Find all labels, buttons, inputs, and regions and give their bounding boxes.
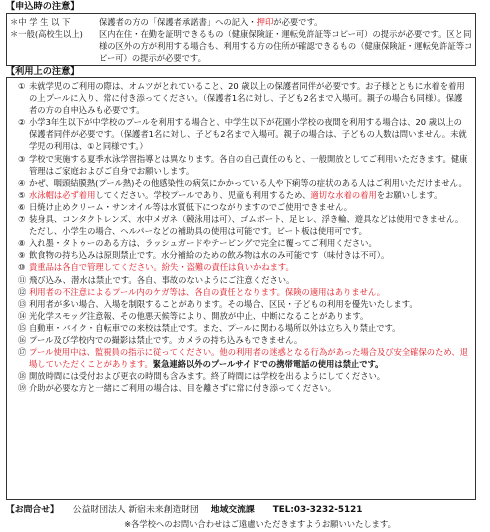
highlighted-text: プール使用中は、監視員の指示に従ってください。他の利用者の迷惑となる行為があった場合及び安全確保のため、退場していただくことがあります。 [29,347,468,370]
usage-item-text [29,117,467,151]
usage-item-text [29,262,294,272]
usage-item-number: ⑩ [18,262,26,273]
usage-item [18,177,470,189]
usage-item-text [29,154,467,176]
usage-item-number: ⑰ [18,347,27,358]
text-segment: 開放時間には受付および更衣の時間も含みます。終了時間には学校を出るようにしてください。 [29,371,386,382]
usage-item [18,116,470,152]
usage-item-number: ⑯ [18,334,27,345]
usage-item-number: ⑨ [18,250,26,261]
text-segment: 光化学スモッグ注意報、その他悪天候等により、開放が中止、中断になることがあります。 [29,310,369,321]
text-segment: 飛び込み、潜水は禁止です。各自、事故のないようにご注意ください。 [29,274,295,285]
text-segment: 未就学児のご利用の際は、オムツがとれていること、20 歳以上の保護者同伴が必要です。お子様とともに水着を着用の上プールに入り、常に付き添ってください。（保護者1名に対し、子ども2名まで入場可。親子の場合も同様）。保護者の方の自申込みも必要です。 [29,81,465,116]
usage-item-number: ⑱ [18,371,27,382]
application-row-general [10,28,474,64]
usage-item-text [29,383,336,393]
contact-department: 地域交流課 [210,505,255,515]
highlighted-text: 適切な水着の着用 [310,189,377,200]
usage-item [18,201,470,213]
usage-item-number: ⑫ [18,286,27,297]
usage-item-number: ⑭ [18,310,27,321]
usage-item [18,298,470,310]
text-segment: かぜ、咽頭結膜熱(プール熱)その他感染性の病気にかかっている人や下痢等の症状のある人はご利用いただけません。 [29,177,467,188]
usage-notes-list [18,80,470,394]
usage-item-text [29,214,463,236]
text-segment: が必要です。 [273,17,323,27]
usage-item [18,286,470,298]
application-row-label: ＊一般(高校生以上) [10,29,83,40]
usage-item-text [29,335,302,345]
text-segment: 学校で実施する夏季水泳学習指導とは異なります。各自の自己責任のもと、一般開放としてご利用いただきます。健康管理はご家庭およびご自身でお願いします。 [29,153,468,176]
usage-item-text [29,371,385,381]
usage-item-number: ④ [18,177,26,188]
highlighted-text: 貴重品は各自で管理してください。紛失・盗難の責任は負いかねます。 [29,262,294,273]
text-segment: 自動車・バイク・自転車での来校は禁止です。また、プールに関わる場所以外は立ち入り禁止です。 [29,322,401,333]
text-segment: プール及び学校内での撮影は禁止です。カメラの持ち込みもできません。 [29,334,303,345]
contact-label: 【お問合せ】 [6,505,59,515]
usage-item-text [29,347,468,369]
usage-item-text [29,202,352,212]
text-segment: 緊急連絡以外のプールサイドでの携帯電話の使用は禁止です。 [152,359,384,370]
usage-item [18,310,470,322]
text-segment: 区内在住・在勤を証明できるもの（健康保険証・運転免許証等コピー可）の提示が必要です。区と同様の区外の方が利用する場合も、利用する方の住所が確認できるもの（健康保険証・運転免許証等コピー可）の提示が必要です。 [99,29,473,64]
usage-item-text [29,81,465,115]
application-row-text [99,28,474,64]
usage-item [18,153,470,177]
application-row-text [99,16,474,28]
text-segment: 保護者の方の「保護者承諾書」への記入・ [99,17,257,27]
application-row-junior [10,16,474,28]
usage-notes-title: 【利用上の注意】 [6,66,80,77]
usage-item-text [29,190,442,200]
highlighted-text: 押印 [256,17,274,27]
usage-item [18,334,470,346]
text-segment: 飲食物の持ち込みは原則禁止です。水分補給のための飲み物は水のみ可能です（味付きは不可）。 [29,250,390,261]
usage-item [18,261,470,273]
usage-item [18,213,470,237]
text-segment: 利用者が多い場合、入場を制限することがあります。その場合、区民・子どもの利用を優先いたします。 [29,298,418,309]
usage-item-number: ⑤ [18,189,26,200]
usage-item [18,322,470,334]
usage-item-text [29,178,467,188]
application-notes-title: 【申込時の注意】 [6,1,80,12]
usage-item-text [29,299,418,309]
text-segment: 装身具、コンタクトレンズ、水中メガネ（競泳用は可）、ゴムボート、足ヒレ、浮き輪、遊具などは使用できません。ただし、小学生の場合、ヘルパーなどの補助具の使用は可能です。ビート板は使用可です。 [29,214,464,237]
highlighted-text: 水泳帽は必ず着用 [29,189,96,200]
usage-item-text [29,275,294,285]
usage-item [18,189,470,201]
highlighted-text: 利用者の不注意によるプール内のケガ等は、各自の責任となります。保険の適用はありません。 [29,286,386,297]
usage-item [18,237,470,249]
text-segment: をお願いします。 [376,189,443,200]
usage-item-number: ⑪ [18,274,27,285]
usage-item [18,370,470,382]
usage-item-number: ⑮ [18,322,27,333]
usage-item [18,382,470,394]
usage-item-number: ⑥ [18,201,26,212]
usage-item-text [29,311,368,321]
usage-item [18,249,470,261]
text-segment: 日焼け止めクリーム・サンオイル等は水質低下につながりますのでご使用できません。 [29,201,353,212]
text-segment: 入れ墨・タトゥーのある方は、ラッシュガードやテーピングで完全に覆ってご利用ください。 [29,238,377,249]
usage-notes-box [6,77,476,500]
contact-note: ※各学校へのお問い合わせはご遠慮いただきますようお願いいたします。 [124,519,396,529]
contact-organization: 公益財団法人 新宿未来創造財団 [72,505,199,515]
usage-item-number: ⑦ [18,214,26,225]
contact-section [6,504,476,516]
usage-item [18,80,470,116]
application-notes-box [6,13,476,66]
text-segment: 介助が必要な方と一緒にご利用の場合は、目を離さずに常に付き添ってください。 [29,383,336,394]
usage-item-text [29,323,400,333]
usage-item-text [29,238,377,248]
usage-item-number: ③ [18,153,26,164]
contact-phone: TEL:03-3232-5121 [272,505,363,515]
text-segment: 小学3年生以下が中学校のプールを利用する場合と、中学生以下が花園小学校の夜間を利用する場合は、20 歳以上の保護者同伴が必要です。（保護者1名に対し、子ども2名まで入場可。親子の場合は、子どもの人数は問いません。未就学児の利用は、①と同様です。） [29,117,467,152]
application-row-label: ＊中 学 生 以 下 [10,17,71,27]
usage-item [18,346,470,370]
usage-item-text [29,250,389,260]
usage-item-text [29,287,385,297]
usage-item-number: ② [18,117,26,128]
usage-item-number: ⑧ [18,238,26,249]
usage-item-number: ① [18,81,26,91]
usage-item [18,274,470,286]
text-segment: してください。学校プールであり、児童も利用するため、 [95,189,311,200]
application-notes-table [10,16,474,64]
usage-item-number: ⑲ [18,383,27,394]
usage-item-number: ⑬ [18,298,27,309]
